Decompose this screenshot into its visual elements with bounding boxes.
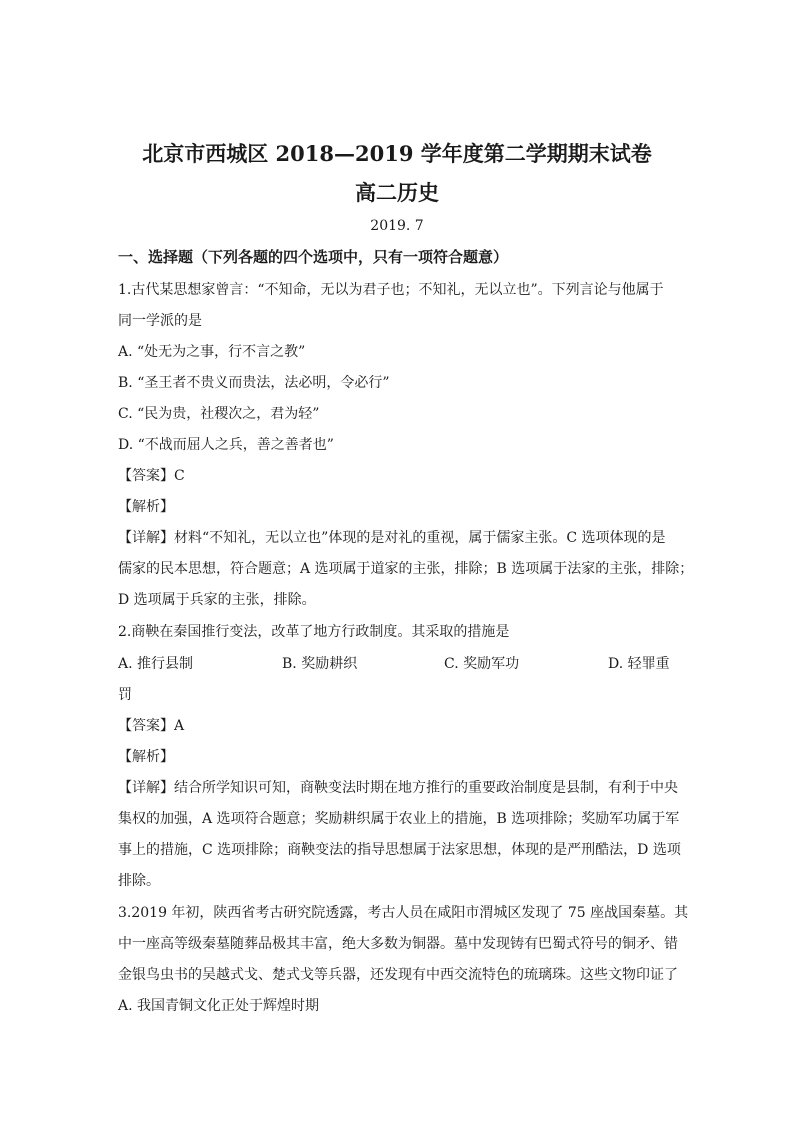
q1-detail-line1: 【详解】材料“不知礼，无以立也”体现的是对礼的重视，属于儒家主张。C 选项体现的是 <box>118 530 666 546</box>
q3-stem-line3: 金银鸟虫书的吴越式戈、楚式戈等兵器，还发现有中西交流特色的琉璃珠。这些文物印证了 <box>118 967 678 983</box>
q1-detail-line2: 儒家的民本思想，符合题意；A 选项属于道家的主张，排除；B 选项属于法家的主张，排除； <box>118 561 694 577</box>
q1-option-a: A. “处无为之事，行不言之教” <box>118 344 306 360</box>
q1-analysis-label: 【解析】 <box>118 499 174 515</box>
exam-date: 2019. 7 <box>370 218 424 234</box>
q2-detail-line1: 【详解】结合所学知识可知，商鞅变法时期在地方推行的重要政治制度是县制，有利于中央 <box>118 780 678 796</box>
q1-stem-line1: 1.古代某思想家曾言：“不知命，无以为君子也；不知礼，无以立也”。下列言论与他属于 <box>118 282 664 298</box>
q1-stem-line2: 同一学派的是 <box>118 313 202 329</box>
section-heading: 一、选择题（下列各题的四个选项中，只有一项符合题意） <box>118 248 509 266</box>
q3-stem-line2: 中一座高等级秦墓随葬品极其丰富，绝大多数为铜器。墓中发现铸有巴蜀式符号的铜矛、错 <box>118 936 678 952</box>
exam-subject: 高二历史 <box>355 180 439 205</box>
q2-answer: 【答案】A <box>118 718 185 734</box>
q2-option-d-continuation: 罚 <box>118 687 132 703</box>
q1-answer: 【答案】C <box>118 468 185 484</box>
q2-option-d: D. 轻罪重 <box>608 656 670 672</box>
q3-option-a: A. 我国青铜文化正处于辉煌时期 <box>118 998 320 1014</box>
q3-stem-line1: 3.2019 年初，陕西省考古研究院透露，考古人员在咸阳市渭城区发现了 75 座战国秦墓。其 <box>118 905 689 921</box>
q1-option-c: C. “民为贵，社稷次之，君为轻” <box>118 406 320 422</box>
q1-detail-line3: D 选项属于兵家的主张，排除。 <box>118 592 316 608</box>
q1-option-d: D. “不战而屈人之兵，善之善者也” <box>118 437 334 453</box>
exam-title: 北京市西城区 2018—2019 学年度第二学期期末试卷 <box>142 141 652 166</box>
q2-detail-line3: 事上的措施，C 选项排除；商鞅变法的指导思想属于法家思想，体现的是严刑酷法，D 选项 <box>118 842 681 858</box>
q2-option-b: B. 奖励耕织 <box>282 656 358 672</box>
q2-option-a: A. 推行县制 <box>118 656 194 672</box>
q2-detail-line2: 集权的加强，A 选项符合题意；奖励耕织属于农业上的措施，B 选项排除；奖励军功属于军 <box>118 811 680 827</box>
q2-stem: 2.商鞅在秦国推行变法，改革了地方行政制度。其采取的措施是 <box>118 624 510 640</box>
q2-detail-line4: 排除。 <box>118 873 160 889</box>
q2-analysis-label: 【解析】 <box>118 749 174 765</box>
q1-option-b: B. “圣王者不贵义而贵法，法必明，令必行” <box>118 375 390 391</box>
q2-option-c: C. 奖励军功 <box>444 656 520 672</box>
